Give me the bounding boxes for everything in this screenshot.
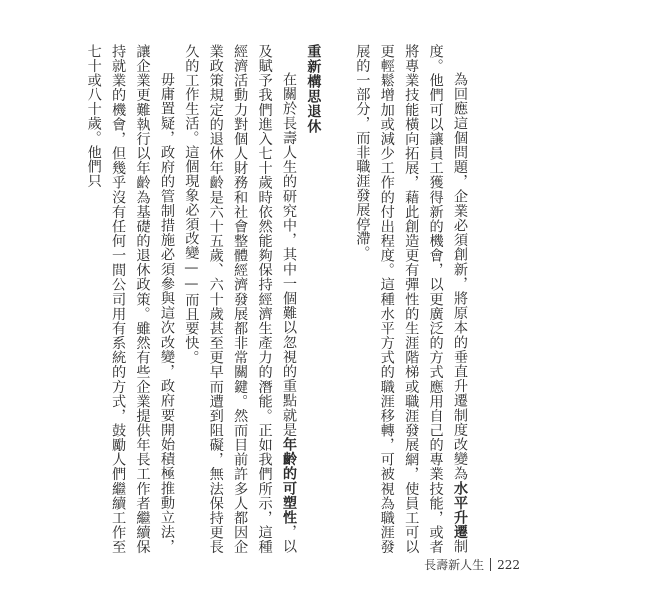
emphasis-horizontal-promotion: 水平升遷 — [452, 481, 468, 540]
body-text — [81, 44, 472, 554]
paragraph-text: ，以及賦予我們進入七十歲時依然能夠保持經濟生產力的潛能。正如我們所示，這種經濟活動力對個人財務和社會整體經濟發展都非常關鍵。然而目前許多人都因企業政策規定的退休年齡是六十五歲、六十歲甚至更早而遭到阻礙，無法保持更長久的工作生活。這個現象必須改變——而且要快。 — [183, 44, 297, 554]
paragraph-text: 制度。他們可以讓員工獲得新的機會，以更廣泛的方式應用自己的專業技能，或者將專業技能橫向拓展，藉此創造更有彈性的生涯階梯或職涯發展網，使員工可以更輕鬆增加或減少工作的付出程度。這種水平方式的職涯移轉，可被視為職涯發展的一部分，而非職涯發展停滯。 — [354, 44, 468, 554]
page-footer — [424, 556, 520, 573]
paragraph-text: 為回應這個問題，企業必須創新，將原本的垂直升遷制度改變為 — [452, 72, 468, 482]
emphasis-age-plasticity: 年齡的可塑性 — [280, 437, 297, 525]
page-number: 222 — [497, 557, 520, 572]
paragraph-government-regulation: 毋庸置疑，政府的管制措施必須參與這次改變，政府要開始積極推動立法，讓企業更難執行以年齡為基礎的退休政策。雖然有些企業提供年長工作者繼續保持就業的機會，但幾乎沒有任何一間公司用有系統的方式，鼓勵人們繼續工作至七十或八十歲。他們只 — [85, 44, 175, 554]
paragraph-text: 在關於長壽人生的研究中，其中一個難以忽視的重點就是 — [280, 72, 297, 438]
footer-divider — [490, 558, 491, 571]
running-title: 長壽新人生 — [424, 558, 485, 572]
section-heading: 重新構思退休 — [305, 44, 322, 134]
paragraph-horizontal-promotion — [350, 44, 472, 554]
paragraph-age-plasticity — [179, 44, 301, 554]
